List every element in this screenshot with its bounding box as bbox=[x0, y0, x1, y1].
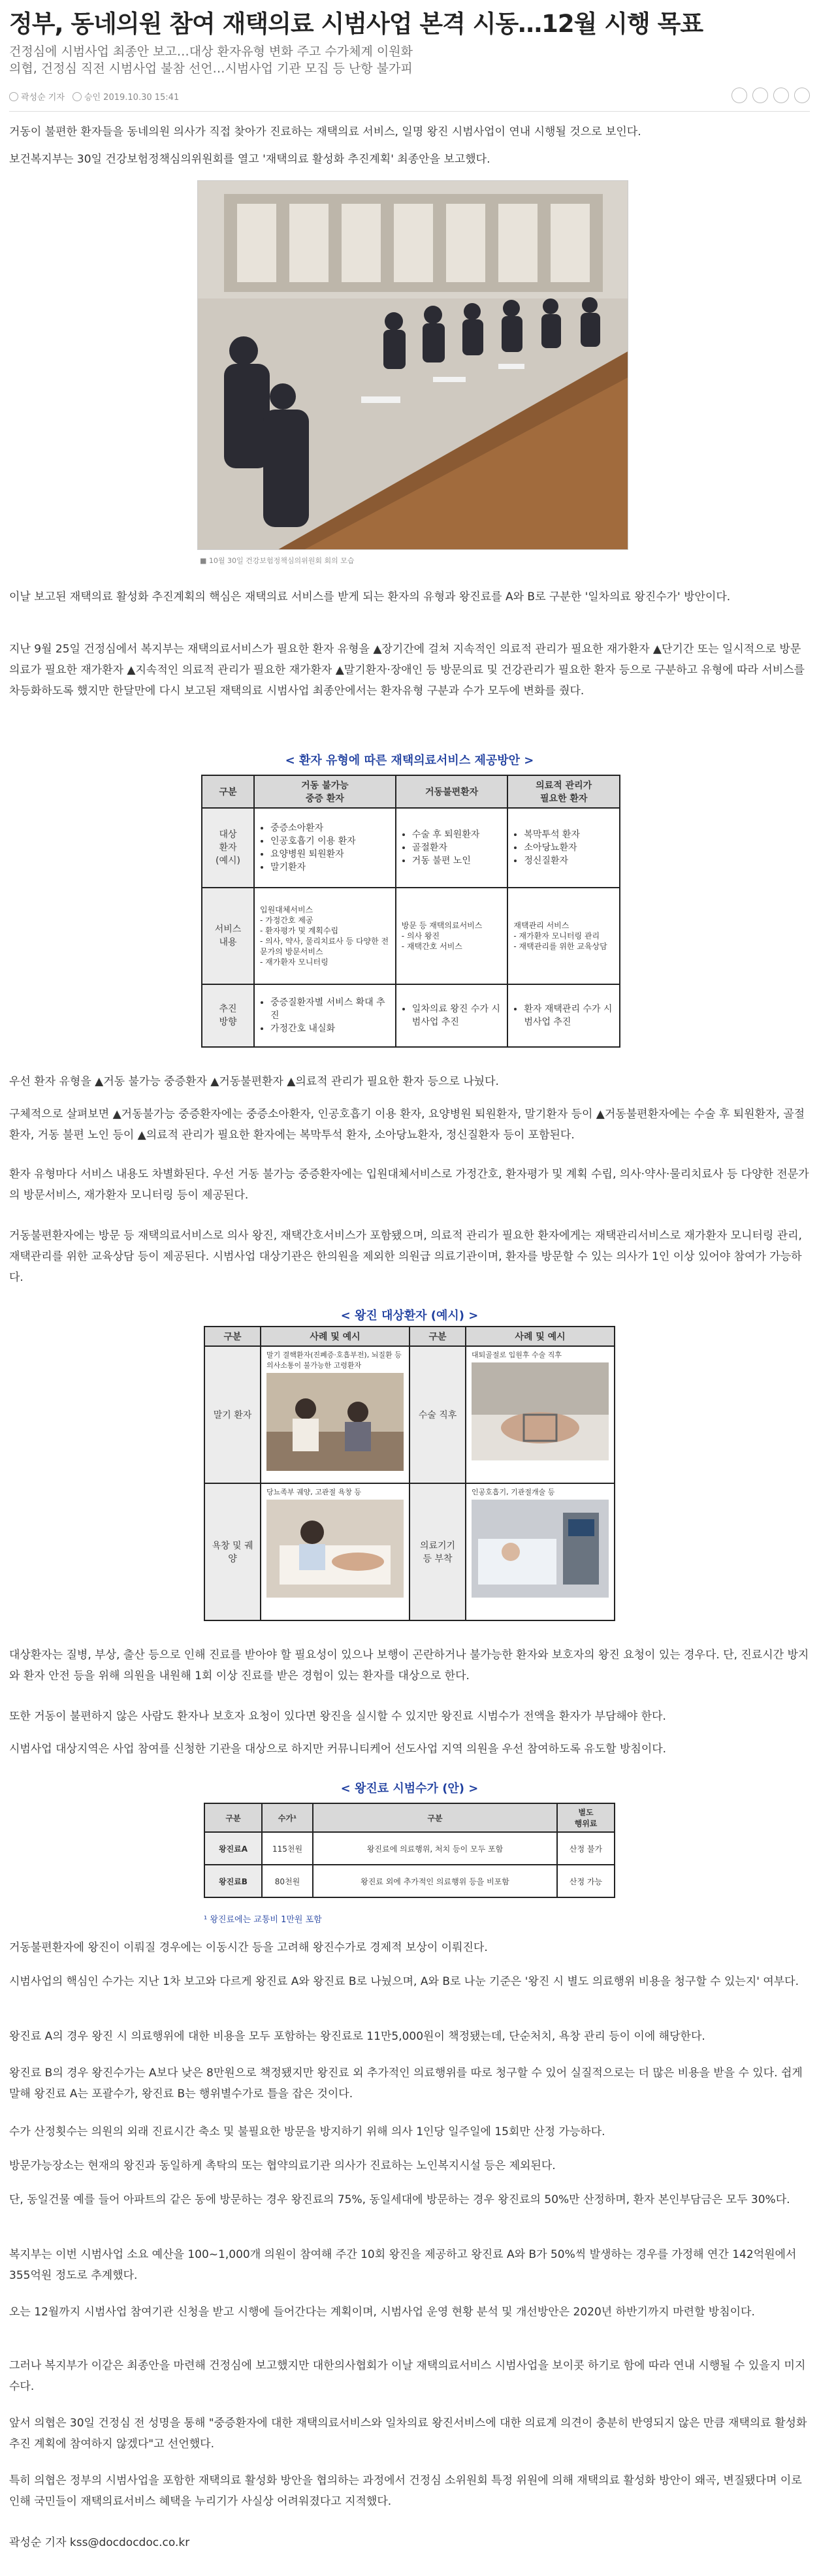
table-cell bbox=[261, 1483, 410, 1620]
table-row bbox=[202, 984, 620, 1047]
list-item: • 말기환자 bbox=[270, 861, 390, 874]
divider bbox=[9, 111, 810, 112]
paragraph: 대상환자는 질병, 부상, 출산 등으로 인해 진료를 받아야 할 필요성이 있으나 보행이 곤란하거나 불가능한 환자와 보호자의 왕진 요청이 있는 경우다. 단, 진료시간 방지와 환자 안전 등을 위해 의원을 내원해 1회 이상 진료를 받은 경험이 있는 환자를 대상으로 한다. bbox=[9, 1649, 809, 1682]
table-cell bbox=[261, 1346, 410, 1483]
table-cell: 115천원 bbox=[262, 1832, 313, 1865]
paragraph: 우선 환자 유형을 ▲거동 불가능 중증환자 ▲거동불편환자 ▲의료적 관리가 필요한 환자 등으로 나눴다. bbox=[9, 1075, 499, 1088]
user-icon bbox=[9, 92, 18, 101]
visit-target-table bbox=[204, 1326, 615, 1621]
paragraph: 거동불편환자에는 방문 등 재택의료서비스로 의사 왕진, 재택간호서비스가 포함됐으며, 의료적 관리가 필요한 환자에게는 재택관리서비스로 재가환자 모니터링 관리, 재택관리를 위한 교육상담 등이 제공된다. 시범사업 대상기관은 한의원을 제외한 의원급 의료기관이며, 환자를 방문할 수 있는 의사가 1인 이상 있어야 참여가 가능하다. bbox=[9, 1229, 802, 1284]
patient-type-table bbox=[201, 775, 620, 1048]
paragraph: 거동이 불편한 환자들을 동네의원 의사가 직접 찾아가 진료하는 재택의료 서비스, 일명 왕진 시범사업이 연내 시행될 것으로 보인다. bbox=[9, 125, 641, 138]
author-byline[interactable] bbox=[9, 90, 65, 103]
email-icon[interactable] bbox=[794, 88, 810, 103]
paragraph: 특히 의협은 정부의 시범사업을 포함한 재택의료 활성화 방안을 협의하는 과정에서 건정심 소위원회 특정 위원에 의해 재택의료 활성화 방안이 왜곡, 변질됐다며 이로 인해 국민들이 재택의료서비스 혜택을 누리기가 사실상 어려워졌다고 지적했다. bbox=[9, 2474, 802, 2508]
row-label: 욕창 및 궤양 bbox=[204, 1483, 261, 1620]
cell-text: 당뇨족부 궤양, 고관절 욕창 등 bbox=[266, 1488, 361, 1496]
paragraph: 오는 12월까지 시범사업 참여기관 신청을 받고 시행에 들어간다는 계획이며, 시범사업 운영 현황 분석 및 개선방안은 2020년 하반기까지 마련할 방침이다. bbox=[9, 2306, 755, 2319]
table-row bbox=[204, 1346, 615, 1483]
table-cell bbox=[254, 808, 396, 888]
table-cell bbox=[507, 888, 620, 984]
list-item: • 인공호흡기 이용 환자 bbox=[270, 835, 390, 848]
meeting-photo-illustration bbox=[198, 181, 628, 550]
table-cell bbox=[396, 808, 508, 888]
paragraph: 환자 유형마다 서비스 내용도 차별화된다. 우선 거동 불가능 중증환자에는 입원대체서비스로 가정간호, 환자평가 및 계획 수립, 의사·약사·물리치료사 등 다양한 전문가의 방문서비스, 재가환자 모니터링 등이 제공된다. bbox=[9, 1168, 809, 1202]
paragraph: 시범사업의 핵심인 수가는 지난 1차 보고와 다르게 왕진료 A와 왕진료 B로 나눴으며, A와 B로 나눈 기준은 '왕진 시 별도 의료행위 비용을 청구할 수 있는지' 여부다. bbox=[9, 1975, 799, 1988]
paragraph: 보건복지부는 30일 건강보험정책심의위원회를 열고 '재택의료 활성화 추진계획' 최종안을 보고했다. bbox=[9, 153, 490, 166]
table-cell: 산정 불가 bbox=[557, 1832, 615, 1865]
cell-line: - 환자평가 및 계획수립 bbox=[260, 926, 339, 935]
row-label: 왕진료A bbox=[204, 1832, 262, 1865]
font-size-icon[interactable] bbox=[773, 88, 789, 103]
table-cell: 왕진료에 의료행위, 처치 등이 모두 포함 bbox=[313, 1832, 557, 1865]
cell-text: 인공호흡기, 기관절개술 등 bbox=[472, 1488, 555, 1496]
cell-line: - 재택관리를 위한 교육상담 bbox=[513, 942, 607, 951]
table-cell: 산정 가능 bbox=[557, 1865, 615, 1897]
table-header: 구분 bbox=[202, 775, 254, 808]
article-subtitle: 건정심에 시범사업 최종안 보고…대상 환자유형 변화 주고 수가체계 이원화 bbox=[9, 44, 413, 59]
table-header: 구분 bbox=[410, 1327, 466, 1346]
patient-photo bbox=[266, 1373, 404, 1471]
table-row bbox=[204, 1832, 615, 1865]
table-row bbox=[202, 808, 620, 888]
reporter-line[interactable]: 곽성순 기자 kss@docdocdoc.co.kr bbox=[9, 2536, 190, 2549]
list-item: • 일차의료 왕진 수가 시범사업 추진 bbox=[412, 1003, 502, 1029]
patient-photo bbox=[472, 1500, 609, 1598]
cell-text: 말기 결핵환자(진폐증·호흡부전), 뇌질환 등 의사소통이 불가능한 고령환자 bbox=[266, 1351, 402, 1370]
list-item: • 가정간호 내실화 bbox=[270, 1022, 390, 1035]
paragraph: 지난 9월 25일 건정심에서 복지부는 재택의료서비스가 필요한 환자 유형을 ▲장기간에 걸쳐 지속적인 의료적 관리가 필요한 재가환자 ▲단기간 또는 일시적으로 방문의료가 필요한 재가환자 ▲지속적인 의료적 관리가 필요한 재가환자 ▲말기환자·장애인 등 방문의료 및 건강관리가 필요한 환자 등으로 구분하고 유형에 따라 서비스를 차등화하도록 했지만 한달만에 다시 보고된 재택의료 시범사업 최종안에서는 환자유형 구분과 수가 모두에 변화를 줬다. bbox=[9, 643, 805, 698]
paragraph: 방문가능장소는 현재의 왕진과 동일하게 촉탁의 또는 협약의료기관 의사가 진료하는 노인복지시설 등은 제외된다. bbox=[9, 2159, 556, 2172]
paragraph: 거동불편환자에 왕진이 이뤄질 경우에는 이동시간 등을 고려해 왕진수가로 경제적 보상이 이뤄진다. bbox=[9, 1941, 488, 1954]
list-item: • 골절환자 bbox=[412, 841, 502, 854]
table-header: 사례 및 예시 bbox=[466, 1327, 615, 1346]
table-note: ¹ 왕진료에는 교통비 1만원 포함 bbox=[204, 1915, 322, 1925]
paragraph: 시범사업 대상지역은 사업 참여를 신청한 기관을 대상으로 하지만 커뮤니티케어 선도사업 지역 의원을 우선 참여하도록 유도할 방침이다. bbox=[9, 1743, 667, 1756]
table-cell bbox=[466, 1483, 615, 1620]
table-row bbox=[204, 1483, 615, 1620]
paragraph: 그러나 복지부가 이같은 최종안을 마련해 건정심에 보고했지만 대한의사협회가 이날 재택의료서비스 시범사업을 보이콧 하기로 함에 따라 연내 시행될 수 있을지 미지수다. bbox=[9, 2359, 806, 2393]
list-item: • 중증질환자별 서비스 확대 추진 bbox=[270, 996, 390, 1022]
paragraph: 구체적으로 살펴보면 ▲거동불가능 중증환자에는 중증소아환자, 인공호흡기 이용 환자, 요양병원 퇴원환자, 말기환자 등이 ▲거동불편환자에는 수술 후 퇴원환자, 골절환자, 거동 불편 노인 등이 ▲의료적 관리가 필요한 환자에는 복막투석 환자, 소아당뇨환자, 정신질환자 등이 포함된다. bbox=[9, 1108, 805, 1142]
table-header: 구분 bbox=[204, 1327, 261, 1346]
photo-caption: ■ 10월 30일 건강보험정책심의위원회 회의 모습 bbox=[200, 556, 355, 565]
table-title: < 왕진료 시범수가 (안) > bbox=[340, 1782, 479, 1795]
table-cell bbox=[396, 888, 508, 984]
share-toolbar bbox=[731, 88, 810, 103]
article-subtitle: 의협, 건정심 직전 시범사업 불참 선언…시범사업 기관 모집 등 난항 불가피 bbox=[9, 61, 413, 76]
paragraph: 왕진료 B의 경우 왕진수가는 A보다 낮은 8만원으로 책정됐지만 왕진료 외 추가적인 의료행위를 따로 청구할 수 있어 실질적으로는 더 많은 비용을 받을 수 있다. 쉽게 말해 왕진료 A는 포괄수가, 왕진료 B는 행위별수가로 틀을 잡은 것이다. bbox=[9, 2067, 803, 2101]
table-cell bbox=[254, 888, 396, 984]
table-row bbox=[202, 888, 620, 984]
table-header: 별도 행위료 bbox=[557, 1803, 615, 1832]
cell-line: - 재가환자 모니터링 bbox=[260, 958, 329, 967]
fee-table bbox=[204, 1803, 615, 1898]
cell-line: 방문 등 재택의료서비스 bbox=[401, 921, 483, 930]
table-cell bbox=[396, 984, 508, 1047]
paragraph: 이날 보고된 재택의료 활성화 추진계획의 핵심은 재택의료 서비스를 받게 되는 환자의 유형과 왕진료를 A와 B로 구분한 '일차의료 왕진수가' 방안이다. bbox=[9, 590, 731, 604]
cell-line: - 의사, 약사, 물리치료사 등 다양한 전문가의 방문서비스 bbox=[260, 937, 389, 956]
table-cell bbox=[254, 984, 396, 1047]
row-label: 추진 방향 bbox=[202, 984, 254, 1047]
list-item: • 수술 후 퇴원환자 bbox=[412, 828, 502, 841]
row-label: 말기 환자 bbox=[204, 1346, 261, 1483]
table-cell: 왕진료 외에 추가적인 의료행위 등을 비포함 bbox=[313, 1865, 557, 1897]
cell-line: 재택관리 서비스 bbox=[513, 921, 570, 930]
table-header: 거동 불가능 중증 환자 bbox=[254, 775, 396, 808]
table-cell bbox=[507, 808, 620, 888]
table-header: 사례 및 예시 bbox=[261, 1327, 410, 1346]
list-item: • 거동 불편 노인 bbox=[412, 854, 502, 867]
table-header: 거동불편환자 bbox=[396, 775, 508, 808]
paragraph: 왕진료 A의 경우 왕진 시 의료행위에 대한 비용을 모두 포함하는 왕진료로 11만5,000원이 책정됐는데, 단순처치, 욕창 관리 등이 이에 해당한다. bbox=[9, 2030, 705, 2043]
cell-line: 입원대체서비스 bbox=[260, 905, 313, 914]
list-item: • 요양병원 퇴원환자 bbox=[270, 848, 390, 861]
row-label: 서비스 내용 bbox=[202, 888, 254, 984]
paragraph: 단, 동일건물 예를 들어 아파트의 같은 동에 방문하는 경우 왕진료의 75%, 동일세대에 방문하는 경우 왕진료의 50%만 산정하며, 환자 본인부담금은 모두 30%다. bbox=[9, 2193, 790, 2206]
approved-date bbox=[72, 90, 179, 103]
paragraph: 수가 산정횟수는 의원의 외래 진료시간 축소 및 불필요한 방문을 방지하기 위해 의사 1인당 일주일에 15회만 산정 가능하다. bbox=[9, 2125, 605, 2138]
author-name: 곽성순 기자 bbox=[21, 93, 65, 103]
table-header: 수가¹ bbox=[262, 1803, 313, 1832]
table-title: < 왕진 대상환자 (예시) > bbox=[340, 1309, 479, 1323]
cell-line: - 가정간호 제공 bbox=[260, 916, 313, 925]
table-header: 구분 bbox=[204, 1803, 262, 1832]
table-cell: 80천원 bbox=[262, 1865, 313, 1897]
approved-text: 승인 2019.10.30 15:41 bbox=[84, 93, 180, 103]
row-label: 의료기기 등 부착 bbox=[410, 1483, 466, 1620]
paragraph: 앞서 의협은 30일 건정심 전 성명을 통해 "중증환자에 대한 재택의료서비스와 일차의료 왕진서비스에 대한 의료계 의견이 충분히 반영되지 않은 만큼 재택의료 활성화 추진 계획에 참여하지 않겠다"고 선언했다. bbox=[9, 2417, 807, 2451]
row-label: 대상 환자 (예시) bbox=[202, 808, 254, 888]
cell-line: - 재가환자 모니터링 관리 bbox=[513, 931, 600, 941]
meeting-photo bbox=[197, 180, 628, 550]
share-icon[interactable] bbox=[731, 88, 747, 103]
table-row bbox=[204, 1865, 615, 1897]
list-item: • 소아당뇨환자 bbox=[524, 841, 614, 854]
clock-icon bbox=[72, 92, 82, 101]
list-item: • 복막투석 환자 bbox=[524, 828, 614, 841]
cell-line: - 재택간호 서비스 bbox=[401, 942, 462, 951]
article-title: 정부, 동네의원 참여 재택의료 시범사업 본격 시동…12월 시행 목표 bbox=[9, 10, 703, 38]
row-label: 왕진료B bbox=[204, 1865, 262, 1897]
patient-photo bbox=[266, 1500, 404, 1598]
patient-photo bbox=[472, 1362, 609, 1460]
cell-text: 대퇴골절로 입원후 수술 직후 bbox=[472, 1351, 562, 1359]
table-cell bbox=[466, 1346, 615, 1483]
list-item: • 정신질환자 bbox=[524, 854, 614, 867]
print-icon[interactable] bbox=[752, 88, 768, 103]
list-item: • 환자 재택관리 수가 시범사업 추진 bbox=[524, 1003, 614, 1029]
article-meta bbox=[9, 90, 179, 103]
paragraph: 또한 거동이 불편하지 않은 사람도 환자나 보호자 요청이 있다면 왕진을 실시할 수 있지만 왕진료 시범수가 전액을 환자가 부담해야 한다. bbox=[9, 1710, 666, 1723]
row-label: 수술 직후 bbox=[410, 1346, 466, 1483]
cell-line: - 의사 왕진 bbox=[401, 931, 440, 941]
paragraph: 복지부는 이번 시범사업 소요 예산을 100~1,000개 의원이 참여해 주간 10회 왕진을 제공하고 왕진료 A와 B가 50%씩 발생하는 경우를 가정해 연간 142억원에서 355억원 정도로 추계했다. bbox=[9, 2248, 797, 2282]
table-header: 구분 bbox=[313, 1803, 557, 1832]
table-cell bbox=[507, 984, 620, 1047]
table-header: 의료적 관리가 필요한 환자 bbox=[507, 775, 620, 808]
list-item: • 중증소아환자 bbox=[270, 822, 390, 835]
table-title: < 환자 유형에 따른 재택의료서비스 제공방안 > bbox=[285, 754, 534, 767]
